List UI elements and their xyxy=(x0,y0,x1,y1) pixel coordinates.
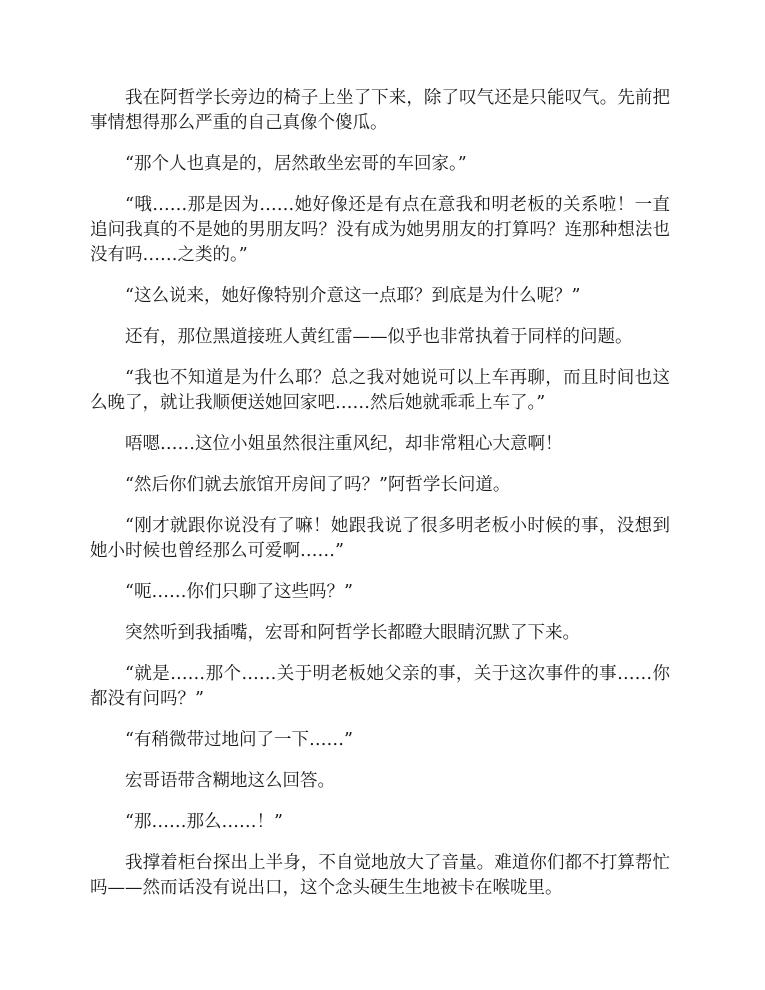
paragraph: 我在阿哲学长旁边的椅子上坐了下来，除了叹气还是只能叹气。先前把事情想得那么严重的自己真像个傻瓜。 xyxy=(90,88,670,133)
paragraph: “那个人也真是的，居然敢坐宏哥的车回家。” xyxy=(125,154,467,174)
paragraph: 唔嗯……这位小姐虽然很注重风纪，却非常粗心大意啊！ xyxy=(125,434,563,454)
paragraph: “有稍微带过地问了一下……” xyxy=(125,730,353,750)
paragraph: 还有，那位黑道接班人黄红雷——似乎也非常执着于同样的问题。 xyxy=(125,327,633,347)
paragraph: “然后你们就去旅馆开房间了吗？”阿哲学长问道。 xyxy=(125,475,511,495)
paragraph: “我也不知道是为什么耶？总之我对她说可以上车再聊，而且时间也这么晚了，就让我顺便送她回家吧……然后她就乖乖上车了。” xyxy=(90,368,670,413)
paragraph: 我撑着柜台探出上半身，不自觉地放大了音量。难道你们都不打算帮忙吗——然而话没有说出口，这个念头硬生生地被卡在喉咙里。 xyxy=(90,853,670,898)
paragraph: “呃……你们只聊了这些吗？” xyxy=(125,582,353,602)
paragraph: “就是……那个……关于明老板她父亲的事，关于这次事件的事……你都没有问吗？” xyxy=(90,664,670,709)
document-page xyxy=(90,86,670,917)
paragraph: 突然听到我插嘴，宏哥和阿哲学长都瞪大眼睛沉默了下来。 xyxy=(125,623,580,643)
paragraph: “这么说来，她好像特别介意这一点耶？到底是为什么呢？” xyxy=(125,286,581,306)
paragraph: “刚才就跟你说没有了嘛！她跟我说了很多明老板小时候的事，没想到她小时候也曾经那么可爱啊……” xyxy=(90,516,670,561)
paragraph: “哦……那是因为……她好像还是有点在意我和明老板的关系啦！一直追问我真的不是她的男朋友吗？没有成为她男朋友的打算吗？连那种想法也没有吗……之类的。” xyxy=(90,195,670,265)
paragraph: 宏哥语带含糊地这么回答。 xyxy=(125,771,335,791)
paragraph: “那……那么……！” xyxy=(125,812,283,832)
